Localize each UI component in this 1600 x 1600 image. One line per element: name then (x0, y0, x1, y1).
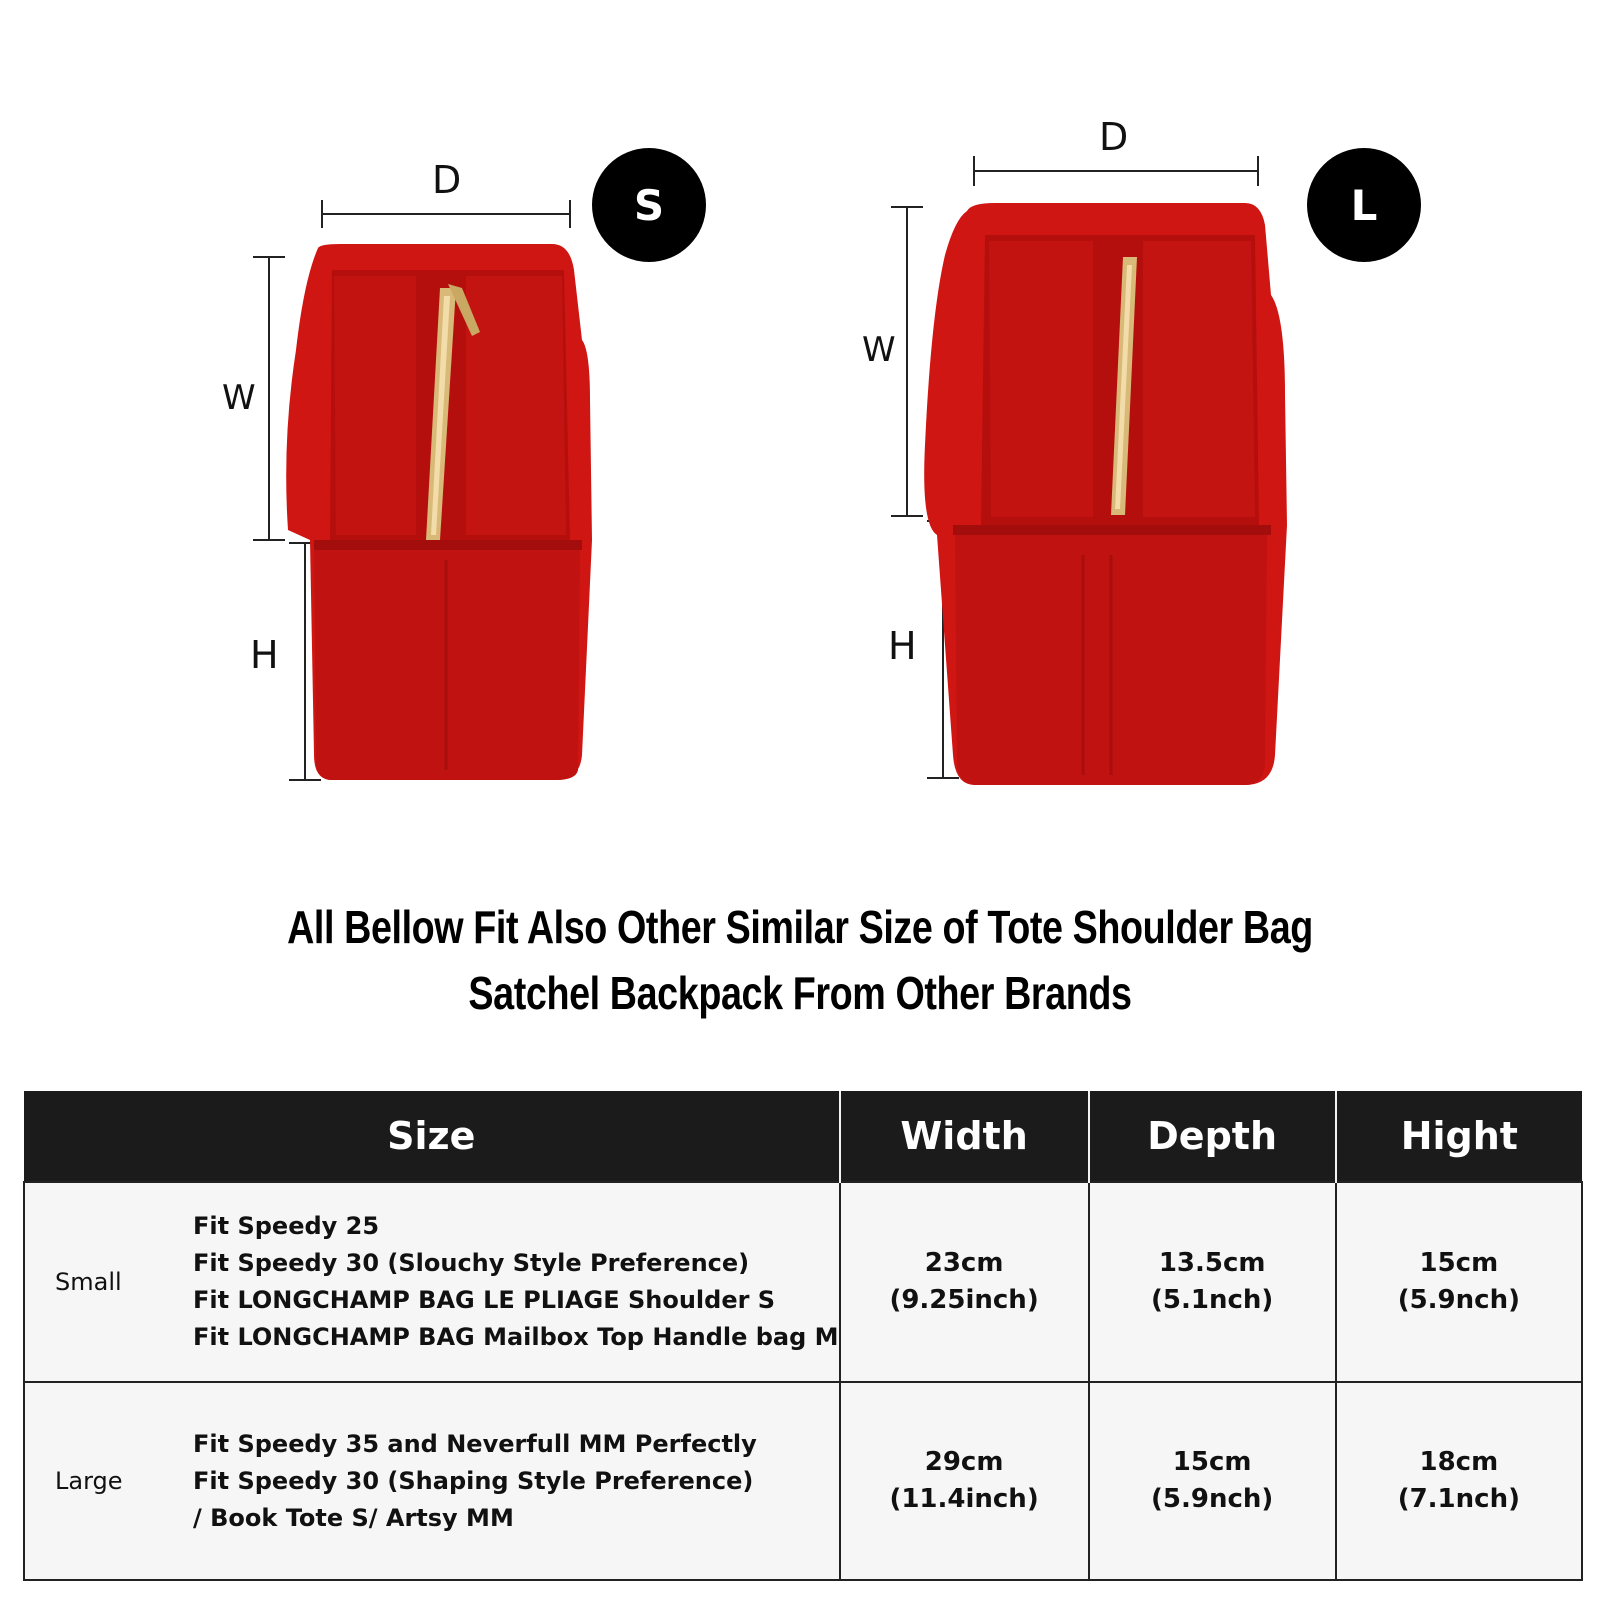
small-width-cm: 23cm (924, 1248, 1004, 1278)
size-table (23, 1091, 1583, 1581)
list-item: Fit Speedy 30 (Slouchy Style Preference) (193, 1249, 750, 1277)
small-size-name: Small (55, 1267, 122, 1296)
large-height-cm: 18cm (1419, 1447, 1499, 1477)
small-height-cm: 15cm (1419, 1248, 1499, 1278)
table-row-small (24, 1182, 1582, 1382)
large-depth-line (973, 170, 1259, 172)
small-width-line (268, 256, 270, 540)
large-fit-list (193, 1426, 757, 1537)
large-depth-cell (1089, 1382, 1336, 1580)
small-depth-line (321, 213, 571, 215)
small-size-cell (24, 1182, 840, 1382)
header-width: Width (840, 1091, 1089, 1182)
large-height-inch: (7.1nch) (1397, 1484, 1520, 1514)
large-height-cell (1336, 1382, 1582, 1580)
large-depth-tick-left (973, 156, 975, 186)
header-height: Hight (1336, 1091, 1582, 1182)
large-depth-tick-right (1257, 156, 1259, 186)
large-height-label: H (888, 624, 917, 668)
small-height-inch: (5.9nch) (1397, 1285, 1520, 1315)
large-organizer-image (915, 195, 1295, 795)
headline-line-1: All Bellow Fit Also Other Similar Size of Tote Shoulder Bag (287, 901, 1313, 953)
large-depth-label: D (1099, 115, 1129, 159)
large-depth-inch: (5.9nch) (1151, 1484, 1274, 1514)
small-depth-tick-right (569, 200, 571, 228)
small-depth-cm: 13.5cm (1158, 1248, 1266, 1278)
small-size-badge: S (592, 148, 706, 262)
header-depth: Depth (1089, 1091, 1336, 1182)
small-organizer-image (280, 240, 600, 790)
large-width-line (906, 206, 908, 516)
large-width-cm: 29cm (924, 1447, 1004, 1477)
list-item: Fit LONGCHAMP BAG LE PLIAGE Shoulder S (193, 1286, 776, 1314)
small-width-inch: (9.25inch) (889, 1285, 1039, 1315)
large-size-name: Large (55, 1466, 123, 1495)
large-width-cell (840, 1382, 1089, 1580)
table-row-large (24, 1382, 1582, 1580)
large-width-inch: (11.4inch) (889, 1484, 1039, 1514)
list-item: / Book Tote S/ Artsy MM (193, 1503, 514, 1532)
small-height-cell (1336, 1182, 1582, 1382)
list-item: Fit Speedy 30 (Shaping Style Preference) (193, 1466, 754, 1495)
large-organizer-diagram (800, 0, 1600, 820)
small-depth-tick-left (321, 200, 323, 228)
small-fit-list (193, 1208, 839, 1356)
large-depth-cm: 15cm (1172, 1447, 1252, 1477)
small-width-cell (840, 1182, 1089, 1382)
small-depth-cell (1089, 1182, 1336, 1382)
small-height-label: H (250, 633, 279, 677)
size-table-header-row (24, 1091, 1582, 1182)
large-size-cell (24, 1382, 840, 1580)
large-size-badge: L (1307, 148, 1421, 262)
list-item: Fit Speedy 35 and Neverfull MM Perfectly (193, 1429, 757, 1458)
small-width-label: W (222, 378, 256, 418)
large-width-label: W (862, 330, 896, 370)
list-item: Fit LONGCHAMP BAG Mailbox Top Handle bag M (193, 1323, 839, 1351)
small-organizer-diagram (0, 0, 800, 820)
small-depth-label: D (432, 158, 462, 202)
header-size: Size (24, 1091, 840, 1182)
small-depth-inch: (5.1nch) (1151, 1285, 1274, 1315)
list-item: Fit Speedy 25 (193, 1212, 380, 1240)
headline-line-2: Satchel Backpack From Other Brands (468, 967, 1132, 1019)
